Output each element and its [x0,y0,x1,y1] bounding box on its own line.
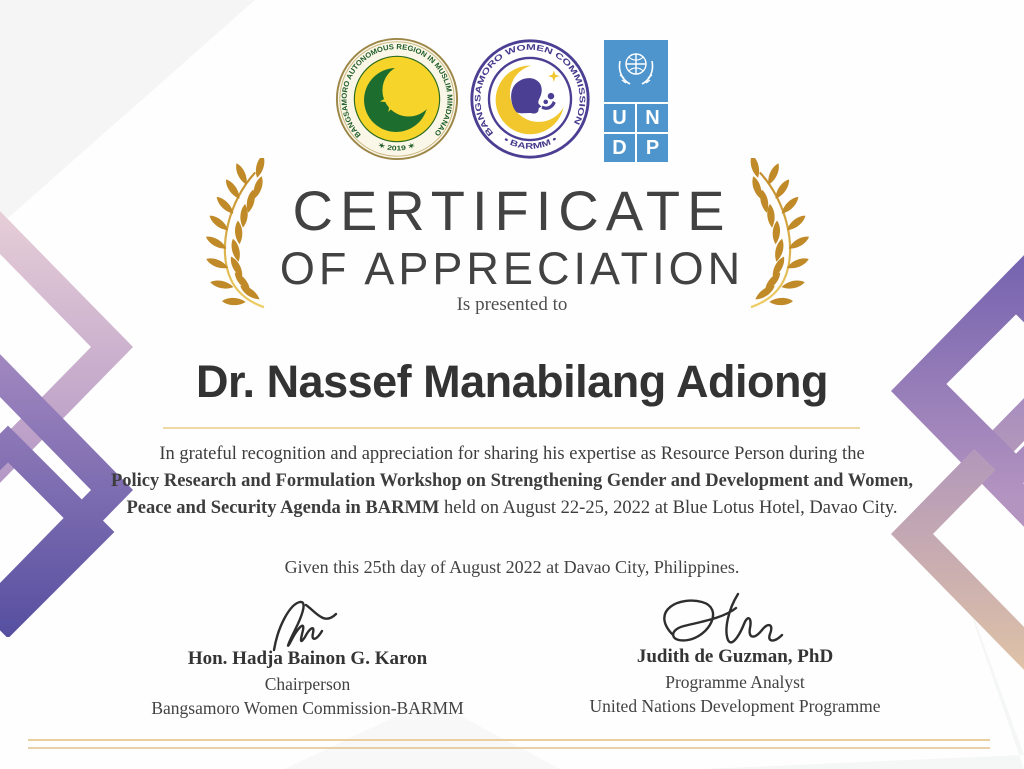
footer-gold-line-top [28,739,990,741]
signatory-right-name: Judith de Guzman, PhD [636,646,834,667]
barmm-year-text: ✶ 2019 ✶ [376,141,415,153]
bwc-bottom-text: • BARMM • [502,134,558,151]
presented-to-label: Is presented to [456,294,568,315]
signatory-left [120,648,495,719]
bwc-seal-icon [468,37,592,161]
undp-letter-d: D [604,134,635,162]
signatory-right-title: Programme Analyst [665,672,805,692]
footer-gold-line-bottom [28,747,990,749]
given-line: Given this 25th day of August 2022 at Davao City, Philippines. [284,557,740,577]
certificate-subtitle: OF APPRECIATION [279,243,745,294]
bwc-ring-text: BANGSAMORO WOMEN COMMISSION [473,42,587,138]
certificate-title: CERTIFICATE [292,179,732,242]
signatory-left-name: Hon. Hadja Bainon G. Karon [187,648,428,669]
undp-logo [604,40,668,162]
recipient-name: Dr. Nassef Manabilang Adiong [196,356,828,407]
undp-letter-u: U [604,104,635,132]
barmm-ring-text: BANGSAMORO AUTONOMOUS REGION IN MUSLIM MINDANAO [339,41,455,140]
signatory-left-title: Chairperson [264,674,351,694]
signatory-right-org: United Nations Development Programme [589,696,881,716]
undp-letter-p: P [637,134,668,162]
body-paragraph [92,441,932,522]
body-line-3-rest: held on August 22-25, 2022 at Blue Lotus Hotel, Davao City. [439,498,898,518]
signatory-left-org: Bangsamoro Women Commission-BARMM [151,698,464,718]
un-emblem-icon [604,40,668,102]
undp-letter-n: N [637,104,668,132]
signatory-right [540,646,930,717]
body-line-1: In grateful recognition and appreciation for sharing his expertise as Resource Person during the [159,444,865,464]
body-line-3-bold: Peace and Security Agenda in BARMM [126,498,440,518]
name-underline [163,427,860,429]
body-line-2-bold: Policy Research and Formulation Workshop on Strengthening Gender and Development and Women, [110,471,914,491]
barmm-seal-icon [334,36,460,162]
